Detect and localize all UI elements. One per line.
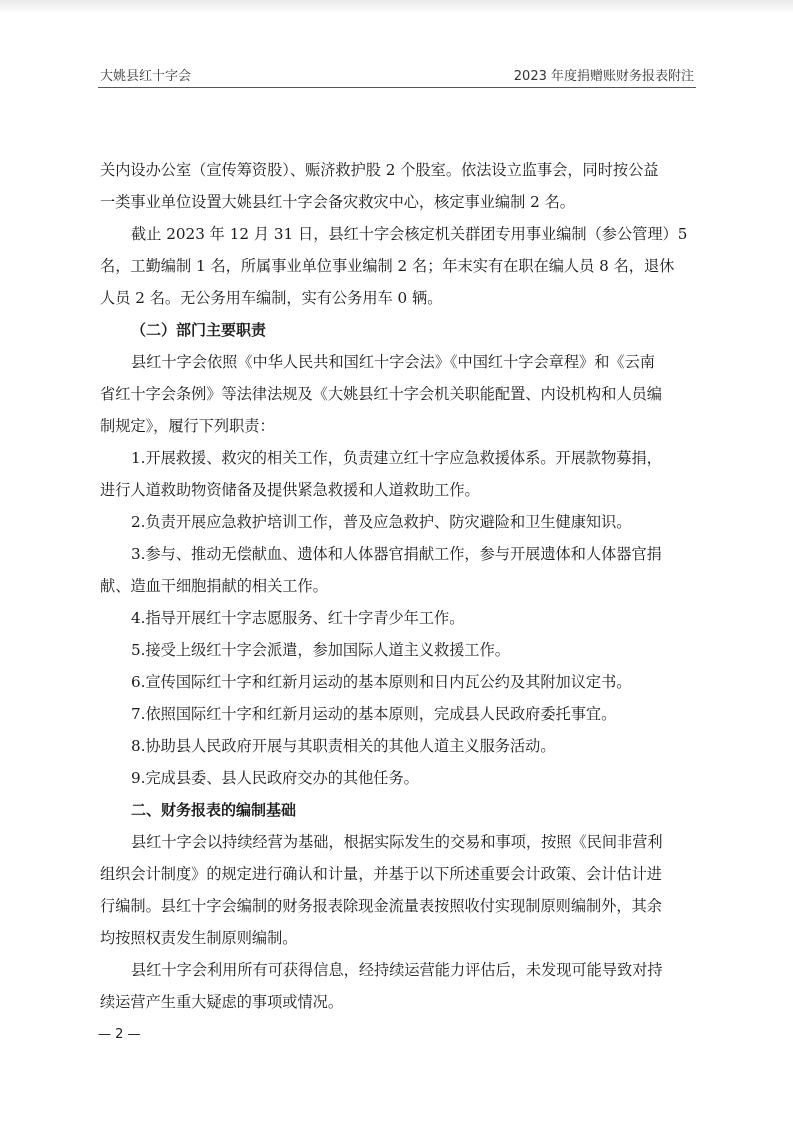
text-line: 省红十字会条例》等法律法规及《大姚县红十字会机关职能配置、内设机构和人员编	[100, 385, 662, 403]
text-line: 7.依照国际红十字和红新月运动的基本原则，完成县人民政府委托事宜。	[131, 705, 617, 723]
paragraph-going-concern	[100, 954, 694, 1018]
text-line: 截止 2023 年 12 月 31 日，县红十字会核定机关群团专用事业编制（参公管理）5	[131, 225, 688, 243]
text-line: 续运营产生重大疑虑的事项或情况。	[100, 993, 343, 1011]
text-line: 人员 2 名。无公务用车编制，实有公务用车 0 辆。	[100, 289, 443, 307]
duty-item-4	[100, 602, 694, 634]
text-line: 8.协助县人民政府开展与其职责相关的其他人道主义服务活动。	[131, 737, 556, 755]
heading-text: （二）部门主要职责	[131, 321, 267, 339]
text-line: 5.接受上级红十字会派遣，参加国际人道主义救援工作。	[131, 641, 510, 659]
page-edge	[0, 0, 793, 14]
text-line: 献、造血干细胞捐献的相关工作。	[100, 577, 328, 595]
text-line: 3.参与、推动无偿献血、遗体和人体器官捐献工作，参与开展遗体和人体器官捐	[131, 545, 662, 563]
text-line: 4.指导开展红十字志愿服务、红十字青少年工作。	[131, 609, 465, 627]
text-line: 名，工勤编制 1 名，所属事业单位事业编制 2 名；年末实有在职在编人员 8 名，退休	[100, 257, 675, 275]
duty-item-1	[100, 442, 694, 506]
text-line: 9.完成县委、县人民政府交办的其他任务。	[131, 769, 419, 787]
text-line: 关内设办公室（宣传筹资股）、赈济救护股 2 个股室。依法设立监事会，同时按公益	[100, 161, 659, 179]
duty-item-2	[100, 506, 694, 538]
heading-text: 二、财务报表的编制基础	[131, 801, 297, 819]
duty-item-6	[100, 666, 694, 698]
text-line: 一类事业单位设置大姚县红十字会备灾救灾中心，核定事业编制 2 名。	[100, 193, 575, 211]
text-line: 进行人道救助物资储备及提供紧急救援和人道救助工作。	[100, 481, 480, 499]
document-body	[100, 154, 694, 1018]
duty-item-3	[100, 538, 694, 602]
text-line: 行编制。县红十字会编制的财务报表除现金流量表按照收付实现制原则编制外，其余	[100, 897, 662, 915]
section-heading-duties	[100, 314, 694, 346]
text-line: 县红十字会依照《中华人民共和国红十字会法》《中国红十字会章程》和《云南	[131, 353, 655, 371]
header-divider	[98, 87, 696, 88]
paragraph-internal-structure	[100, 154, 694, 218]
duty-item-7	[100, 698, 694, 730]
text-line: 制规定》，履行下列职责：	[100, 417, 275, 435]
duty-item-9	[100, 762, 694, 794]
text-line: 组织会计制度》的规定进行确认和计量，并基于以下所述重要会计政策、会计估计进	[100, 865, 662, 883]
page-number: — 2 —	[98, 1027, 141, 1042]
text-line: 2.负责开展应急救护培训工作，普及应急救护、防灾避险和卫生健康知识。	[131, 513, 632, 531]
text-line: 6.宣传国际红十字和红新月运动的基本原则和日内瓦公约及其附加议定书。	[131, 673, 632, 691]
duty-item-5	[100, 634, 694, 666]
duty-item-8	[100, 730, 694, 762]
text-line: 县红十字会利用所有可获得信息，经持续运营能力评估后，未发现可能导致对持	[131, 961, 663, 979]
paragraph-staffing	[100, 218, 694, 314]
paragraph-duties-intro	[100, 346, 694, 442]
text-line: 1.开展救援、救灾的相关工作，负责建立红十字应急救援体系。开展款物募捐，	[131, 449, 662, 467]
section-heading-basis	[100, 794, 694, 826]
header-report-title: 2023 年度捐赠账财务报表附注	[513, 69, 694, 84]
text-line: 县红十字会以持续经营为基础，根据实际发生的交易和事项，按照《民间非营利	[131, 833, 663, 851]
paragraph-basis	[100, 826, 694, 954]
text-line: 均按照权责发生制原则编制。	[100, 929, 298, 947]
header-org-name: 大姚县红十字会	[100, 69, 192, 84]
